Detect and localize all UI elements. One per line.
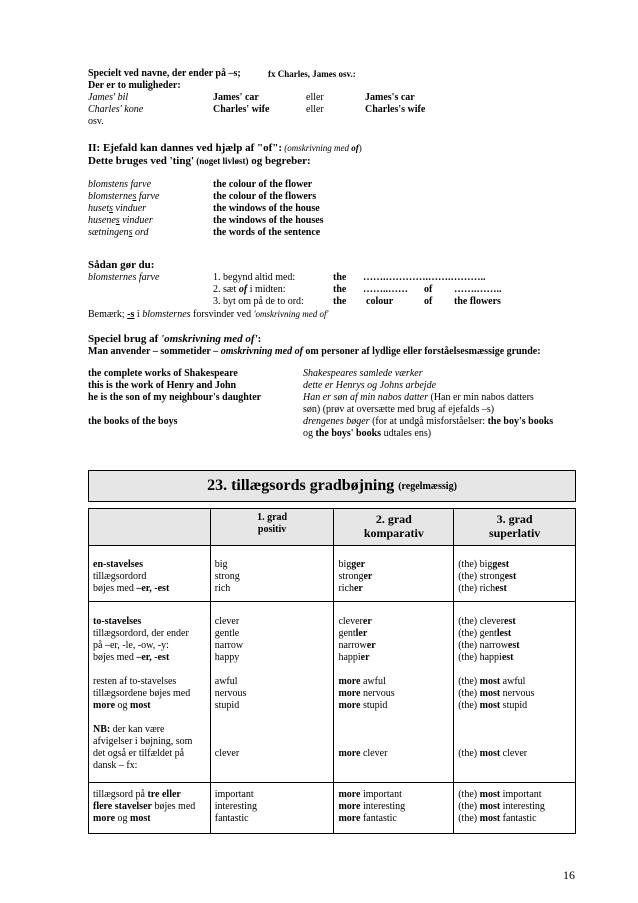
table-row [89, 546, 576, 602]
multi-syl-label-most: most [130, 813, 151, 824]
howto-step-1-blank: …….………….…….……….. [363, 272, 486, 283]
list-item [88, 191, 588, 203]
of-line2-end: og begreber: [248, 155, 311, 167]
nb-label: NB: [93, 724, 111, 735]
special-ex-4-da: drengenes bøger [303, 416, 370, 427]
of-line2-small: (noget livløst) [194, 156, 249, 166]
word-more: most [479, 813, 501, 824]
word-more: more [338, 748, 361, 759]
word-stem: big [338, 559, 352, 570]
howto-step-2 [88, 284, 588, 296]
multi-syl-comparative [334, 783, 454, 834]
word-more: most [479, 688, 501, 699]
multi-syl-label-2-b: flere stavelser [93, 801, 152, 812]
howto-step-3-colour: colour [366, 296, 394, 307]
howto-step-2-post: i midten: [247, 284, 286, 295]
list-item [88, 203, 588, 215]
of-row-da-pre: husene [88, 215, 116, 226]
of-row-da-mark: s [109, 203, 114, 214]
special-ex-3-note2: søn) (prøv at oversætte med brug af ejefalds –s) [303, 404, 495, 415]
of-row-da [88, 215, 153, 227]
of-row-da [88, 179, 151, 191]
intro-block [88, 68, 588, 128]
word-item: gentle [214, 628, 240, 639]
of-rows [88, 179, 588, 239]
word-more: more [338, 676, 361, 687]
special-line-pre: Man anvender – sommetider – [88, 346, 221, 357]
word-ending: er [366, 640, 376, 651]
word-the: (the) [458, 748, 480, 759]
special-ex-4-note2-pre: og [303, 428, 316, 439]
howto-step-1-text: 1. begynd altid med: [213, 272, 296, 283]
multi-syl-label-1-pre: tillægsord på [93, 789, 148, 800]
table-header-positive [210, 509, 334, 546]
list-item [88, 215, 588, 227]
of-row-en: the colour of the flower [213, 179, 313, 190]
two-syl-label-4-b: –er, -est [136, 652, 170, 663]
word-ending: est [501, 652, 514, 663]
multi-syl-label-og: og [115, 813, 131, 824]
howto-step-2-of-col: of [424, 284, 433, 295]
word-item: awful [214, 676, 238, 687]
word-more: more [338, 789, 361, 800]
word-stem: nervous [502, 688, 535, 699]
intro-row-1-alt: James's car [365, 92, 415, 103]
intro-row-2-or: eller [306, 104, 324, 115]
word-item: happy [214, 652, 240, 663]
one-syl-superlative [454, 546, 576, 602]
special-ex-4-en: the books of the boys [88, 416, 178, 427]
word-item [458, 789, 571, 801]
table-header-comparative [334, 509, 454, 546]
table-header-empty [89, 509, 211, 546]
list-item [88, 179, 588, 191]
one-syl-label-3-b: –er, -est [136, 583, 170, 594]
word-item: narrow [214, 640, 244, 651]
special-ex-3-en: he is the son of my neighbour's daughter [88, 392, 262, 403]
one-syl-label-2: tillægsordord [93, 571, 147, 582]
howto-step-2-blank1: ……..…… [363, 284, 408, 295]
intro-heading [88, 68, 588, 80]
word-item [458, 583, 571, 595]
word-stem: nervous [362, 688, 395, 699]
multi-syl-positive [210, 783, 334, 834]
of-heading-note: (omskrivning med [282, 143, 352, 153]
special-ex-3-da: Han er søn af min nabos datter [303, 392, 428, 403]
special-ex-4-bold2: the boys' books [315, 428, 382, 439]
intro-row-1-or: eller [306, 92, 324, 103]
word-stem: awful [502, 676, 526, 687]
word-ending: er [353, 583, 363, 594]
word-stem: stupid [502, 700, 528, 711]
word-item [338, 652, 449, 664]
word-stem: clever [502, 748, 528, 759]
word-stem: (the) strong [458, 571, 505, 582]
two-syl-label-1: to-stavelses [93, 616, 142, 627]
special-ex-3-note: (Han er min nabos datters [428, 392, 534, 403]
special-ex-2 [88, 380, 588, 392]
howto-step-3-of: of [424, 296, 433, 307]
word-item: stupid [214, 700, 240, 711]
special-ex-1 [88, 368, 588, 380]
table-header-superlative [454, 509, 576, 546]
of-row-da-pre: huset [88, 203, 110, 214]
word-stem: clever [362, 748, 388, 759]
two-syl-label-4-pre: bøjes med [93, 652, 137, 663]
nb-3: det også er tilfældet på [93, 748, 185, 759]
word-the: (the) [458, 801, 480, 812]
word-the: (the) [458, 700, 480, 711]
word-item [338, 789, 449, 801]
howto-heading [88, 259, 588, 272]
word-ending: ler [355, 628, 368, 639]
howto-note-word: blomsternes [142, 309, 191, 320]
word-item: big [214, 559, 228, 570]
two-syl-superlative [454, 602, 576, 783]
header-2-l2: komparativ [363, 526, 424, 540]
word-more: more [338, 801, 361, 812]
howto-step-1 [88, 272, 588, 284]
of-line2-main: Dette bruges ved 'ting' [88, 155, 195, 167]
intro-heading-main: Specielt ved navne, der ender på –s; [88, 68, 241, 79]
of-row-da-mark: s [132, 191, 137, 202]
one-syl-positive [210, 546, 334, 602]
of-row-en: the colour of the flowers [213, 191, 317, 202]
header-3-l1: 3. grad [496, 512, 533, 526]
two-syl-positive [210, 602, 334, 783]
multi-syl-superlative [454, 783, 576, 834]
special-heading-pre: Speciel brug af [88, 333, 162, 345]
intro-row-1-en: James' car [213, 92, 259, 103]
of-row-da-mark: s [115, 215, 120, 226]
special-section [88, 333, 588, 440]
header-1-l1: 1. grad [257, 512, 288, 523]
howto-step-2-pre: 2. sæt [213, 284, 239, 295]
word-stem: awful [362, 676, 386, 687]
word-item [458, 628, 571, 640]
howto-note-mid: i [134, 309, 143, 320]
word-item: important [214, 789, 254, 800]
special-line-it: omskrivning med of [220, 346, 303, 357]
two-syl-rest-most: most [130, 700, 151, 711]
table-row [89, 602, 576, 783]
special-heading-post: : [257, 333, 262, 345]
two-syl-rest-2: tillægsordene bøjes med [93, 688, 191, 699]
two-syl-label-2: tillægsordord, der ender [93, 628, 189, 639]
intro-subheading-text: Der er to muligheder: [88, 80, 181, 91]
word-item [458, 559, 571, 571]
of-heading-note-end: ) [358, 143, 362, 153]
word-more: more [338, 700, 361, 711]
howto-step-3 [88, 296, 588, 308]
of-row-da-pre: blomstens [88, 179, 128, 190]
word-item [338, 676, 449, 688]
one-syl-label [89, 546, 211, 602]
special-ex-4-note: (for at undgå misforståelser: [369, 416, 488, 427]
word-ending: er [360, 652, 370, 663]
table-row [89, 783, 576, 834]
intro-row-2-alt: Charles's wife [365, 104, 426, 115]
word-more: more [338, 813, 361, 824]
word-item: interesting [214, 801, 257, 812]
special-ex-1-en: the complete works of Shakespeare [88, 368, 238, 379]
nb-2: afvigelser i bøjning, som [93, 736, 193, 747]
nb-4: dansk – fx: [93, 760, 138, 771]
howto-step-2-of: of [238, 284, 248, 295]
section-title: 23. tillægsords gradbøjning [207, 477, 395, 494]
special-ex-2-da: dette er Henrys og Johns arbejde [303, 380, 437, 391]
two-syl-rest-1: resten af to-stavelses [93, 676, 177, 687]
word-item [338, 801, 449, 813]
word-item: nervous [214, 688, 247, 699]
intro-row-2-da: Charles' kone [88, 104, 144, 115]
list-item [88, 227, 588, 239]
two-syl-label [89, 602, 211, 783]
of-row-da [88, 191, 159, 203]
special-ex-4-bold: the boy's books [487, 416, 554, 427]
word-stem: fantastic [362, 813, 397, 824]
special-ex-2-en: this is the work of Henry and John [88, 380, 237, 391]
multi-syl-label-more: more [93, 813, 116, 824]
intro-etc [88, 116, 588, 128]
word-stem: (the) gent [458, 628, 497, 639]
special-ex-4 [88, 416, 588, 428]
word-item [338, 688, 449, 700]
special-ex-4-note2-post: udtales ens) [381, 428, 432, 439]
word-ending: er [363, 571, 373, 582]
word-stem: important [362, 789, 402, 800]
nb-1: der kan være [110, 724, 165, 735]
two-syl-comparative [334, 602, 454, 783]
howto-note-pre: Bemærk; [88, 309, 128, 320]
intro-heading-tail: fx Charles, James osv.: [268, 69, 356, 79]
word-ending: est [495, 583, 507, 594]
word-item: fantastic [214, 813, 249, 824]
word-stem: important [502, 789, 542, 800]
comparison-table [88, 508, 576, 834]
special-heading-it: 'omskrivning med of' [161, 333, 258, 345]
word-most: most [479, 748, 501, 759]
word-item [458, 640, 571, 652]
word-stem: interesting [362, 801, 406, 812]
word-ending: gest [492, 559, 510, 570]
word-stem: clever [338, 616, 363, 627]
word-item [338, 571, 449, 583]
howto-step-3-the: the [333, 296, 347, 307]
multi-syl-label [89, 783, 211, 834]
of-row-en: the windows of the house [213, 203, 320, 214]
howto-step-3-flowers: the flowers [454, 296, 501, 307]
howto-note-italic: 'omskrivning med of' [253, 309, 329, 319]
header-1-l2: positiv [257, 524, 287, 535]
word-stem: rich [338, 583, 354, 594]
howto-section [88, 259, 588, 320]
word-stem: gent [338, 628, 356, 639]
multi-syl-label-2-post: bøjes med [151, 801, 196, 812]
howto-step-1-the: the [333, 272, 347, 283]
of-heading-note-of: of [351, 143, 359, 153]
word-item [458, 700, 571, 712]
howto-note-s: -s [127, 309, 135, 320]
word-stem: interesting [502, 801, 545, 812]
special-line-post: om personer af lydlige eller forståelsesmæssige grunde: [302, 346, 541, 357]
howto-step-3-text: 3. byt om på de to ord: [213, 296, 304, 307]
howto-note [88, 308, 588, 320]
word-item [338, 640, 449, 652]
word-item [458, 748, 571, 760]
word-item [458, 801, 571, 813]
of-section [88, 142, 588, 239]
word-stem: (the) big [458, 559, 493, 570]
word-stem: narrow [338, 640, 367, 651]
word-more: most [479, 789, 501, 800]
intro-etc-text: osv. [88, 116, 104, 127]
word-item [338, 700, 449, 712]
two-syl-rest-og: og [115, 700, 131, 711]
word-stem: fantastic [502, 813, 537, 824]
section-subtitle: (regelmæssig) [398, 480, 457, 492]
special-ex-4b [88, 428, 588, 440]
howto-step-2-blank2: …….…….. [454, 284, 502, 295]
word-item [458, 676, 571, 688]
word-more: most [479, 676, 501, 687]
word-stem: (the) narrow [458, 640, 508, 651]
of-row-da-post: farve [136, 191, 160, 202]
of-row-da-post: ord [132, 227, 149, 238]
one-syl-label-1: en-stavelses [93, 559, 143, 570]
word-item [338, 616, 449, 628]
word-the: (the) [458, 813, 480, 824]
word-stem: strong [338, 571, 364, 582]
word-stem: happi [338, 652, 361, 663]
two-syl-rest-more: more [93, 700, 116, 711]
word-item [458, 813, 571, 825]
word-item [458, 652, 571, 664]
word-item [458, 688, 571, 700]
of-row-da-pre: blomsterne [88, 191, 133, 202]
of-row-da-mark: s [128, 227, 133, 238]
word-ending: est [507, 640, 520, 651]
of-row-da-post: vinduer [113, 203, 147, 214]
howto-example: blomsternes farve [88, 272, 160, 283]
word-stem: (the) rich [458, 583, 496, 594]
word-the: (the) [458, 676, 480, 687]
word-ending: lest [496, 628, 512, 639]
word-the: (the) [458, 688, 480, 699]
of-row-en: the words of the sentence [213, 227, 321, 238]
of-row-da [88, 227, 149, 239]
intro-row-2 [88, 104, 588, 116]
special-heading [88, 333, 588, 346]
special-line [88, 346, 588, 358]
nb-word: clever [214, 748, 240, 759]
special-ex-1-da: Shakespeares samlede værker [303, 368, 423, 379]
word-more: most [479, 700, 501, 711]
word-more: more [338, 688, 361, 699]
word-ending: er [362, 616, 372, 627]
word-ending: ger [351, 559, 366, 570]
howto-heading-text: Sådan gør du: [88, 259, 155, 271]
word-more: most [479, 801, 501, 812]
header-2-l1: 2. grad [375, 512, 412, 526]
multi-syl-label-1-b: tre eller [147, 789, 181, 800]
intro-row-1 [88, 92, 588, 104]
header-3-l2: superlativ [488, 526, 541, 540]
of-row-da-pre: sætningen [88, 227, 129, 238]
word-item [338, 628, 449, 640]
of-heading-text: II: Ejefald kan dannes ved hjælp af "of": [88, 142, 283, 154]
of-row-da-post: farve [128, 179, 152, 190]
special-ex-3b [88, 404, 588, 416]
word-item [458, 616, 571, 628]
word-item [338, 559, 449, 571]
word-item [458, 571, 571, 583]
one-syl-comparative [334, 546, 454, 602]
word-item [338, 748, 449, 760]
two-syl-label-3: på –er, -le, -ow, -y: [93, 640, 169, 651]
section-title-box [88, 470, 576, 502]
word-item: rich [214, 583, 231, 594]
of-row-da [88, 203, 146, 215]
of-row-en: the windows of the houses [213, 215, 324, 226]
word-item [338, 583, 449, 595]
intro-subheading [88, 80, 588, 92]
of-line2 [88, 155, 588, 169]
word-the: (the) [458, 789, 480, 800]
word-item [338, 813, 449, 825]
intro-row-2-en: Charles' wife [213, 104, 270, 115]
one-syl-label-3-pre: bøjes med [93, 583, 137, 594]
word-stem: stupid [362, 700, 388, 711]
word-stem: (the) happi [458, 652, 502, 663]
of-row-da-post: vinduer [119, 215, 153, 226]
word-ending: est [504, 571, 517, 582]
howto-note-post: forsvinder ved [190, 309, 254, 320]
howto-step-2-the: the [333, 284, 347, 295]
page-number: 16 [563, 868, 575, 882]
of-heading [88, 142, 588, 155]
table-header-row [89, 509, 576, 546]
special-ex-3 [88, 392, 588, 404]
word-stem: (the) clever [458, 616, 505, 627]
word-ending: est [504, 616, 516, 627]
word-item: strong [214, 571, 240, 582]
word-item: clever [214, 616, 240, 627]
intro-row-1-da: James' bil [88, 92, 129, 103]
